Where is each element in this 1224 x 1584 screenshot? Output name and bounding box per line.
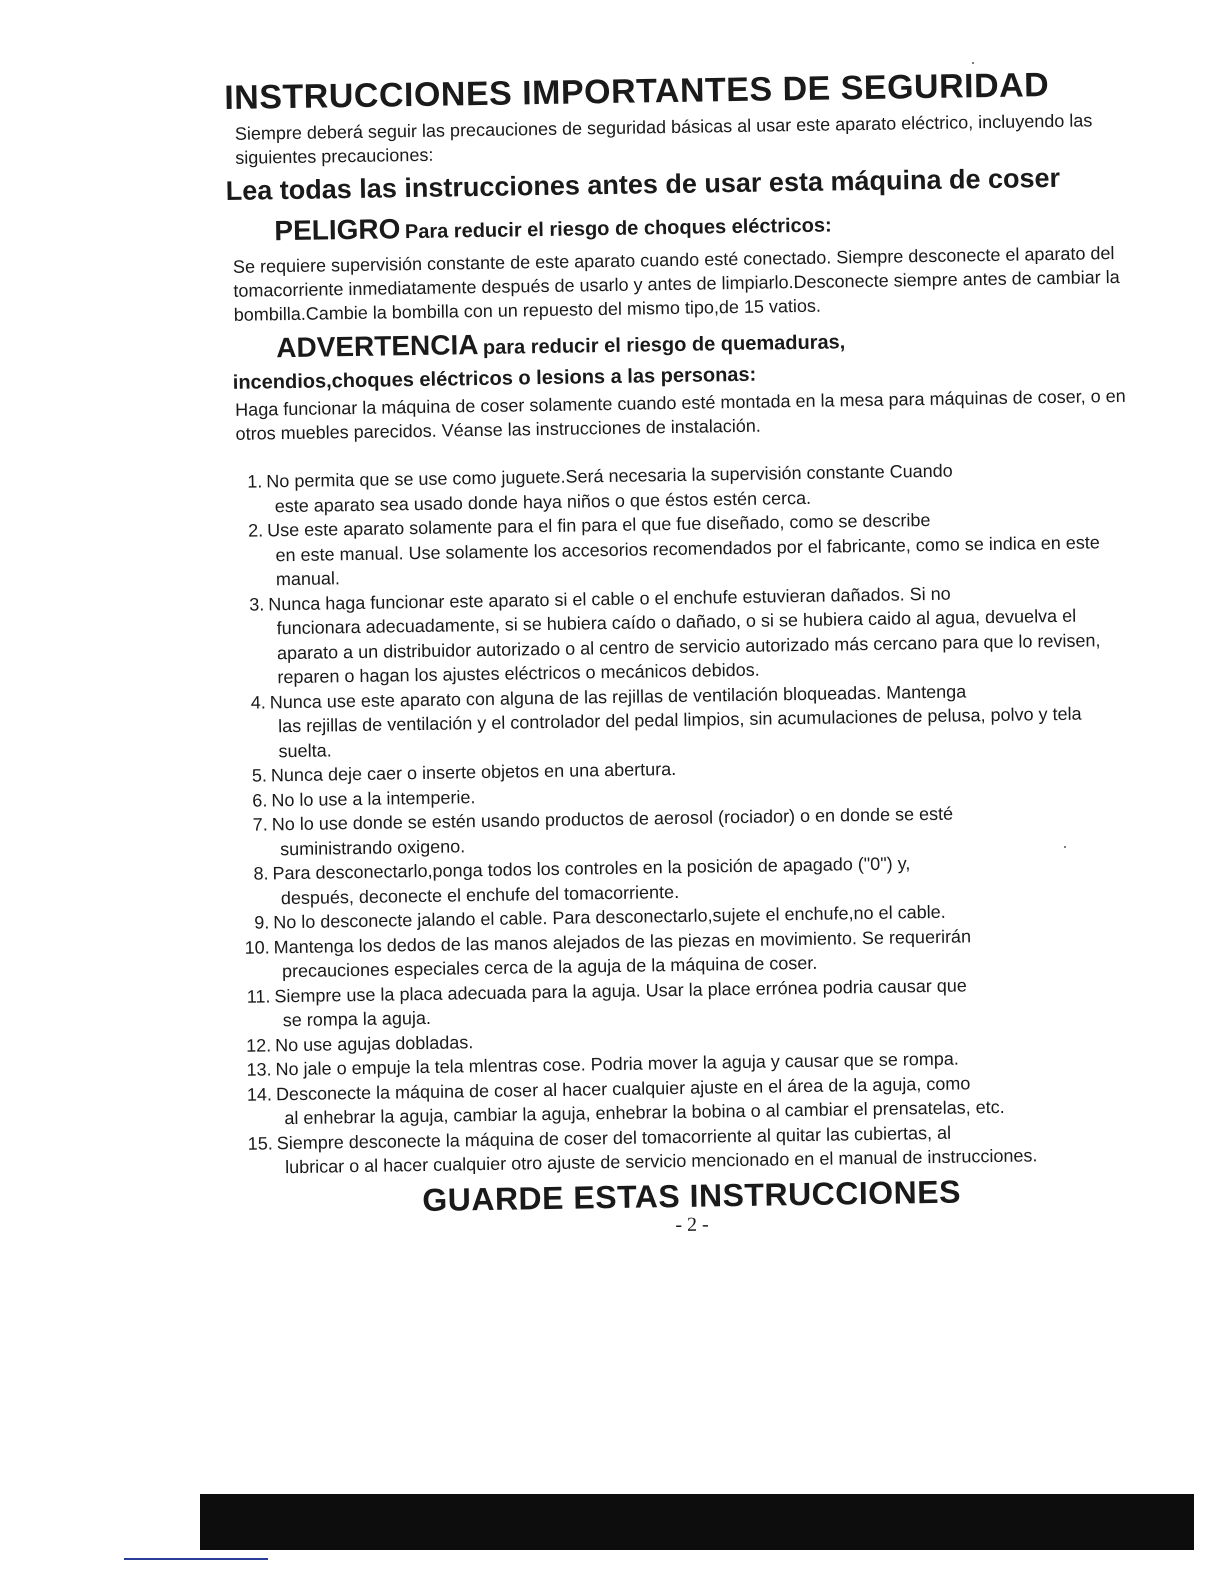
safety-list [230, 456, 1141, 1181]
list-item-continuation: este aparato sea usado donde haya niños o que éstos estén cerca. [274, 487, 812, 516]
list-item-continuation: precauciones especiales cerca de la aguja de la máquina de coser. [281, 952, 818, 982]
list-item-number: 13. [246, 1059, 272, 1080]
list-item [234, 676, 1135, 764]
list-item-number: 10. [244, 936, 270, 958]
danger-paragraph: Se requiere supervisión constante de este aparato cuando esté conectado. Siempre desconecte el aparato del tomacorriente inmediatamente después de usarlo y antes de limpiarlo.Desconecte siempre antes de cambiar la bombilla.Cambie la bombilla con un repuesto del mismo tipo,de 15 vatios. [232, 243, 1120, 325]
list-item-text: No lo use donde se estén usando productos de aerosol (rociador) o en donde se esté [271, 803, 954, 835]
scan-speck [1064, 846, 1066, 848]
list-item-number: 2. [247, 520, 264, 541]
document-content [224, 64, 1142, 1242]
list-item [231, 505, 1132, 593]
page-title: INSTRUCCIONES IMPORTANTES DE SEGURIDAD [224, 66, 1050, 117]
list-item-text: Use este aparato solamente para el fin para el que fue diseñado, como se describe [266, 509, 931, 541]
list-item-number: 1. [247, 471, 263, 492]
warning-label: ADVERTENCIA [275, 329, 479, 364]
list-item-text: No lo use a la intemperie. [271, 786, 476, 810]
list-item-text: No lo desconecte jalando el cable. Para desconectarlo,sujete el enchufe,no el cable. [273, 901, 946, 933]
save-instructions-heading: GUARDE ESTAS INSTRUCCIONES [422, 1173, 962, 1218]
list-item-continuation: lubricar o al hacer cualquier otro ajuste de servicio mencionado en el manual de instrucciones. [284, 1145, 1038, 1178]
list-item-number: 8. [253, 863, 269, 884]
list-item-text: Siempre desconecte la máquina de coser del tomacorriente al quitar las cubiertas, al [276, 1122, 952, 1153]
list-item-text: Desconecte la máquina de coser al hacer cualquier ajuste en el área de la aguja, como [275, 1072, 971, 1104]
read-all-heading: Lea todas las instrucciones antes de usar esta máquina de coser [225, 162, 1061, 206]
list-item-number: 4. [250, 691, 266, 713]
list-item-continuation: funcionara adecuadamente, si se hubiera caído o dañado, o si se hubiera caido al agua, devuelva el aparato a un distribuidor autorizado o al centro de servicio autorizado más cercano para que lo revisen, reparen o hagan los ajustes eléctricos o mecánicos debidos. [276, 605, 1101, 688]
list-item-text: Mantenga los dedos de las manos alejados de las piezas en movimiento. Se requerirán [273, 925, 972, 957]
list-item-continuation: en este manual. Use solamente los accesorios recomendados por el fabricante, como se indica en este manual. [275, 531, 1101, 590]
warning-paragraph: Haga funcionar la máquina de coser solamente cuando esté montada en la mesa para máquinas de coser, o en otros muebles parecidos. Véanse las instrucciones de instalación. [235, 385, 1126, 444]
list-item-text: Nunca use este aparato con alguna de las rejillas de ventilación bloqueadas. Mantenga [269, 680, 967, 712]
list-item-continuation: las rejillas de ventilación y el controlador del pedal limpios, sin acumulaciones de pelusa, polvo y tela suelta. [278, 703, 1082, 761]
warning-subheading-continued: incendios,choques eléctricos o lesions a las personas: [232, 363, 757, 394]
page-number: - 2 - [675, 1213, 709, 1236]
danger-subheading: Para reducir el riesgo de choques eléctricos: [404, 214, 832, 244]
list-item-continuation: al enhebrar la aguja, cambiar la aguja, enhebrar la bobina o al cambiar el prensatelas, etc. [284, 1096, 1005, 1129]
list-item-number: 5. [251, 765, 268, 786]
list-item-continuation: después, deconecte el enchufe del tomacorriente. [280, 881, 680, 908]
warning-subheading: para reducir el riesgo de quemaduras, [482, 331, 846, 359]
list-item-number: 6. [252, 789, 268, 811]
list-item-text: Siempre use la placa adecuada para la aguja. Usar la place errónea podria causar que [274, 974, 967, 1006]
list-item-number: 7. [252, 814, 268, 835]
list-item-number: 11. [246, 985, 271, 1007]
list-item-text: Nunca haga funcionar este aparato si el cable o el enchufe estuvieran dañados. Si no [268, 583, 951, 614]
list-item-number: 14. [246, 1083, 273, 1105]
scan-speck [972, 62, 974, 64]
intro-paragraph: Siempre deberá seguir las precauciones de seguridad básicas al usar este aparato eléctrico, incluyendo las siguientes precauciones: [234, 110, 1093, 168]
list-item-text: Para desconectarlo,ponga todos los controles en la posición de apagado ("0") y, [272, 853, 911, 884]
list-item [232, 578, 1133, 690]
list-item-text: No jale o empuje la tela mlentras cose. Podria mover la aguja y causar que se rompa. [275, 1048, 960, 1080]
list-item-number: 12. [246, 1034, 272, 1056]
list-item-continuation: suministrando oxigeno. [279, 835, 466, 859]
footer-line [124, 1558, 268, 1560]
list-item-number: 3. [249, 593, 265, 615]
list-item-number: 15. [247, 1132, 273, 1154]
danger-label: PELIGRO [274, 213, 401, 247]
list-item-text: No use agujas dobladas. [275, 1031, 474, 1055]
footer-bar [200, 1494, 1194, 1550]
list-item-continuation: se rompa la aguja. [282, 1007, 432, 1031]
list-item-text: No permita que se use como juguete.Será necesaria la supervisión constante Cuando [266, 460, 953, 492]
list-item-number: 9. [254, 912, 270, 933]
list-item-text: Nunca deje caer o inserte objetos en una abertura. [270, 758, 677, 786]
